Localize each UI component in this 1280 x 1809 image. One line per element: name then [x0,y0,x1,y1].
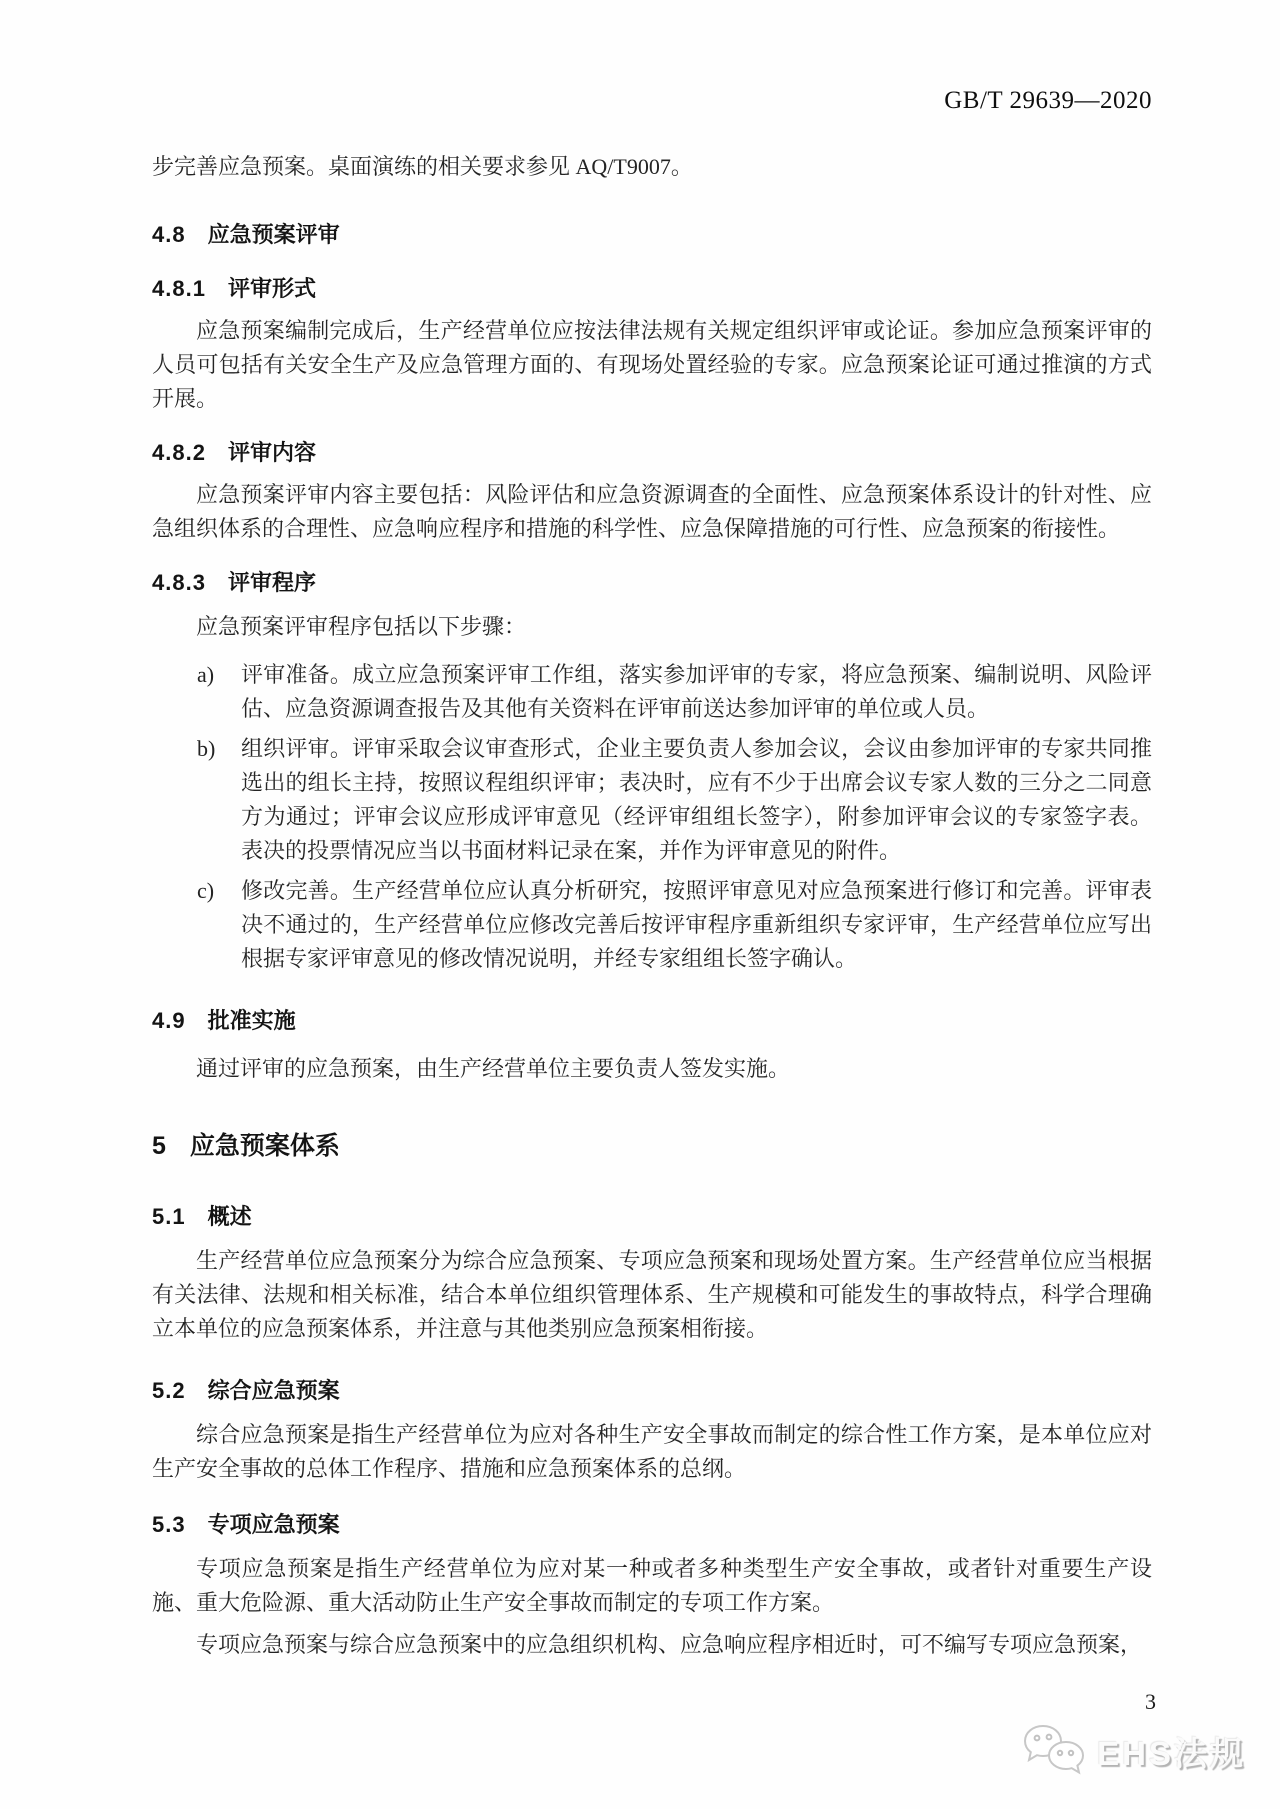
list-text: 修改完善。生产经营单位应认真分析研究，按照评审意见对应急预案进行修订和完善。评审表决不通过的，生产经营单位应修改完善后按评审程序重新组织专家评审，生产经营单位应写出根据专家评审意见的修改情况说明，并经专家组组长签字确认。 [241,878,1152,971]
list-item [197,874,1152,976]
paragraph: 综合应急预案是指生产经营单位为应对各种生产安全事故而制定的综合性工作方案，是本单位应对生产安全事故的总体工作程序、措施和应急预案体系的总纲。 [152,1422,1152,1481]
section-heading-4-8-3 [152,568,1152,598]
paragraph: 通过评审的应急预案，由生产经营单位主要负责人签发实施。 [196,1056,791,1081]
section-number: 4.8.1 [152,276,206,301]
section-heading-4-8-1 [152,274,1152,304]
section-title: 评审形式 [227,276,316,301]
paragraph-list-intro: 应急预案评审程序包括以下步骤： [196,614,527,639]
paragraph: 应急预案评审内容主要包括：风险评估和应急资源调查的全面性、应急预案体系设计的针对性、应急组织体系的合理性、应急响应程序和措施的科学性、应急保障措施的可行性、应急预案的衔接性。 [152,482,1152,541]
paragraph: 专项应急预案是指生产经营单位为应对某一种或者多种类型生产安全事故，或者针对重要生产设施、重大危险源、重大活动防止生产安全事故而制定的专项工作方案。 [152,1556,1152,1615]
section-heading-4-8-2 [152,438,1152,468]
section-number: 4.9 [152,1008,186,1033]
list-marker: c) [197,878,215,903]
section-number: 5.3 [152,1512,186,1537]
list-text: 评审准备。成立应急预案评审工作组，落实参加评审的专家，将应急预案、编制说明、风险评估、应急资源调查报告及其他有关资料在评审前送达参加评审的单位或人员。 [241,662,1152,721]
section-number: 4.8.2 [152,440,206,465]
list-marker: a) [197,662,215,687]
section-heading-5-1 [152,1202,1152,1232]
list-item [197,732,1152,868]
page-content [152,0,1152,1662]
section-title: 评审程序 [227,570,316,595]
section-number: 5.2 [152,1378,186,1403]
page-number: 3 [1145,1689,1156,1714]
section-title: 专项应急预案 [207,1512,340,1537]
section-title: 评审内容 [227,440,316,465]
paragraph: 专项应急预案与综合应急预案中的应急组织机构、应急响应程序相近时，可不编写专项应急预案， [196,1632,1143,1657]
section-heading-4-9 [152,1006,1152,1036]
watermark-text: EHS法规 [1097,1734,1246,1772]
section-title: 综合应急预案 [207,1378,340,1403]
section-heading-4-8 [152,220,1152,250]
section-number: 5 [152,1132,166,1160]
section-title: 应急预案体系 [189,1132,340,1160]
review-procedure-list [152,658,1152,976]
standard-code-header: GB/T 29639—2020 [944,87,1152,114]
section-heading-5-2 [152,1376,1152,1406]
section-number: 4.8 [152,222,186,247]
list-text: 组织评审。评审采取会议审查形式，企业主要负责人参加会议，会议由参加评审的专家共同推选出的组长主持，按照议程组织评审；表决时，应有不少于出席会议专家人数的三分之二同意方为通过；评审会议应形成评审意见（经评审组组长签字），附参加评审会议的专家签字表。表决的投票情况应当以书面材料记录在案，并作为评审意见的附件。 [241,736,1152,863]
paragraph: 应急预案编制完成后，生产经营单位应按法律法规有关规定组织评审或论证。参加应急预案评审的人员可包括有关安全生产及应急管理方面的、有现场处置经验的专家。应急预案论证可通过推演的方式开展。 [152,318,1152,411]
section-heading-5 [152,1130,1152,1162]
wechat-icon [1021,1722,1089,1780]
section-number: 4.8.3 [152,570,206,595]
section-heading-5-3 [152,1510,1152,1540]
list-marker: b) [197,736,216,761]
section-number: 5.1 [152,1204,186,1229]
paragraph-continuation: 步完善应急预案。桌面演练的相关要求参见 AQ/T9007。 [152,154,693,179]
list-item [197,658,1152,726]
section-title: 批准实施 [207,1008,296,1033]
section-title: 概述 [207,1204,252,1229]
watermark [1021,1722,1246,1780]
section-title: 应急预案评审 [207,222,340,247]
paragraph: 生产经营单位应急预案分为综合应急预案、专项应急预案和现场处置方案。生产经营单位应当根据有关法律、法规和相关标准，结合本单位组织管理体系、生产规模和可能发生的事故特点，科学合理确立本单位的应急预案体系，并注意与其他类别应急预案相衔接。 [152,1248,1152,1341]
